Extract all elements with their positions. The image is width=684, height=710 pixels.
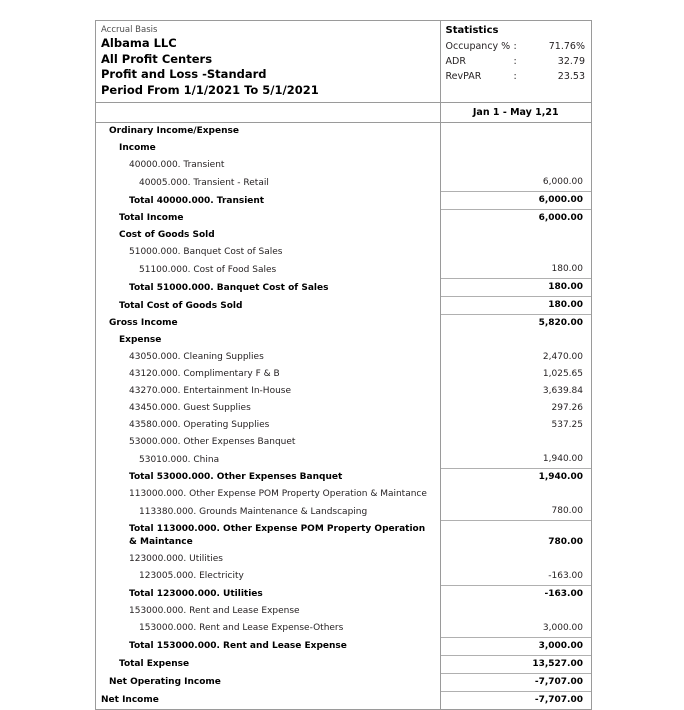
account-label: 40000.000. Transient (129, 160, 225, 170)
account-label: Total 51000.000. Banquet Cost of Sales (129, 282, 329, 293)
account-amount: -163.00 (440, 585, 591, 603)
statistics-title: Statistics (445, 25, 499, 36)
account-label: Total 40000.000. Transient (129, 195, 265, 206)
table-row (96, 503, 591, 521)
account-amount: 3,000.00 (440, 620, 591, 638)
statistic-occupancy (446, 39, 586, 54)
account-amount: -163.00 (440, 568, 591, 586)
table-row (96, 123, 591, 141)
account-label: Total Cost of Goods Sold (119, 300, 243, 311)
account-amount (440, 157, 591, 174)
statistic-label: Occupancy % (445, 40, 511, 52)
report-title: Profit and Loss -Standard (101, 67, 267, 81)
account-label: Total 113000.000. Other Expense POM Property Operation & Maintance (129, 523, 426, 547)
table-row (96, 603, 591, 620)
table-row (96, 383, 591, 400)
account-amount (440, 434, 591, 451)
account-amount (440, 227, 591, 244)
account-label: Cost of Goods Sold (119, 230, 215, 240)
account-amount: 537.25 (440, 417, 591, 434)
table-row (96, 349, 591, 366)
account-label: Income (119, 143, 156, 153)
account-label: 43120.000. Complimentary F & B (129, 369, 280, 379)
table-row (96, 261, 591, 279)
account-label: 40005.000. Transient - Retail (139, 177, 269, 188)
statistic-label: ADR (445, 55, 466, 67)
account-amount: 1,940.00 (440, 451, 591, 469)
account-label: 51100.000. Cost of Food Sales (139, 264, 277, 275)
account-amount (440, 551, 591, 568)
company-name: Albama LLC (101, 36, 177, 50)
statistic-value: 71.76% (548, 40, 585, 52)
account-amount: 180.00 (440, 261, 591, 279)
table-row (96, 366, 591, 383)
table-row (96, 279, 591, 297)
account-label: 43270.000. Entertainment In-House (129, 386, 292, 396)
table-row (96, 469, 591, 487)
table-row (96, 192, 591, 210)
account-amount: 180.00 (440, 279, 591, 297)
account-label: Ordinary Income/Expense (109, 126, 239, 136)
statistic-value: 32.79 (557, 55, 585, 67)
table-row (96, 568, 591, 586)
table-row (96, 210, 591, 228)
table-row (96, 297, 591, 315)
account-amount (440, 123, 591, 141)
account-label: Total 123000.000. Utilities (129, 588, 263, 599)
table-row (96, 637, 591, 655)
account-amount: 297.26 (440, 400, 591, 417)
account-label: Gross Income (109, 318, 178, 328)
table-row (96, 673, 591, 691)
table-row (96, 227, 591, 244)
report-period: Period From 1/1/2021 To 5/1/2021 (101, 82, 319, 97)
account-label: 153000.000. Rent and Lease Expense-Others (139, 623, 344, 633)
account-label: 43450.000. Guest Supplies (129, 403, 251, 413)
table-row (96, 315, 591, 333)
account-amount: 6,000.00 (440, 192, 591, 210)
table-row (96, 620, 591, 638)
account-amount: 1,025.65 (440, 366, 591, 383)
account-amount: -7,707.00 (440, 691, 591, 709)
account-label: 123005.000. Electricity (139, 571, 244, 581)
table-row (96, 244, 591, 261)
account-amount (440, 603, 591, 620)
table-row (96, 655, 591, 673)
column-header-row (96, 103, 591, 123)
account-label: 51000.000. Banquet Cost of Sales (129, 247, 283, 257)
account-amount: 2,470.00 (440, 349, 591, 366)
column-header-spacer (96, 103, 440, 123)
table-row (96, 551, 591, 568)
account-amount (440, 332, 591, 349)
profit-and-loss-report (95, 20, 592, 710)
statistic-revpar (446, 69, 586, 84)
account-label: Net Operating Income (109, 677, 221, 687)
table-row (96, 174, 591, 192)
report-title-block (96, 21, 440, 103)
table-row (96, 140, 591, 157)
table-row (96, 434, 591, 451)
table-row (96, 486, 591, 503)
account-label: 43580.000. Operating Supplies (129, 420, 270, 430)
statistics-panel (440, 21, 591, 103)
account-amount: 13,527.00 (440, 655, 591, 673)
account-label: Total Expense (119, 659, 190, 669)
account-amount (440, 140, 591, 157)
account-label: 113380.000. Grounds Maintenance & Landscaping (139, 506, 368, 517)
account-label: Total Income (119, 213, 184, 223)
account-amount: 5,820.00 (440, 315, 591, 333)
account-label: 113000.000. Other Expense POM Property Operation & Maintance (129, 489, 427, 499)
account-label: 53010.000. China (139, 454, 220, 465)
account-amount: 1,940.00 (440, 469, 591, 487)
table-row (96, 400, 591, 417)
table-row (96, 691, 591, 709)
account-amount: 3,000.00 (440, 637, 591, 655)
account-label: Total 53000.000. Other Expenses Banquet (129, 472, 343, 482)
account-amount: 780.00 (440, 503, 591, 521)
table-row (96, 332, 591, 349)
account-amount: -7,707.00 (440, 673, 591, 691)
account-amount (440, 244, 591, 261)
account-label: 43050.000. Cleaning Supplies (129, 352, 264, 362)
report-header-row (96, 21, 591, 103)
account-amount (440, 486, 591, 503)
statistic-label: RevPAR (445, 70, 482, 82)
account-amount: 180.00 (440, 297, 591, 315)
account-amount: 780.00 (440, 521, 591, 551)
statistic-value: 23.53 (557, 70, 585, 82)
account-amount: 6,000.00 (440, 210, 591, 228)
account-label: 153000.000. Rent and Lease Expense (129, 605, 300, 616)
report-body (96, 123, 591, 709)
statistic-adr (446, 54, 586, 69)
statistic-colon: : (513, 40, 517, 52)
account-label: Total 153000.000. Rent and Lease Expense (129, 641, 347, 651)
statistic-colon: : (513, 70, 517, 82)
period-column-header: Jan 1 - May 1,21 (440, 103, 591, 123)
table-row (96, 451, 591, 469)
table-row (96, 417, 591, 434)
account-label: Net Income (101, 694, 159, 705)
account-amount: 3,639.84 (440, 383, 591, 400)
table-row (96, 157, 591, 174)
account-amount: 6,000.00 (440, 174, 591, 192)
statistic-colon: : (513, 55, 517, 67)
table-row (96, 585, 591, 603)
accrual-basis-label: Accrual Basis (101, 25, 158, 35)
account-label: 53000.000. Other Expenses Banquet (129, 437, 296, 447)
account-label: Expense (119, 335, 162, 345)
profit-center-scope: All Profit Centers (101, 51, 213, 66)
table-row (96, 521, 591, 551)
report-table (96, 21, 591, 709)
account-label: 123000.000. Utilities (129, 553, 223, 564)
